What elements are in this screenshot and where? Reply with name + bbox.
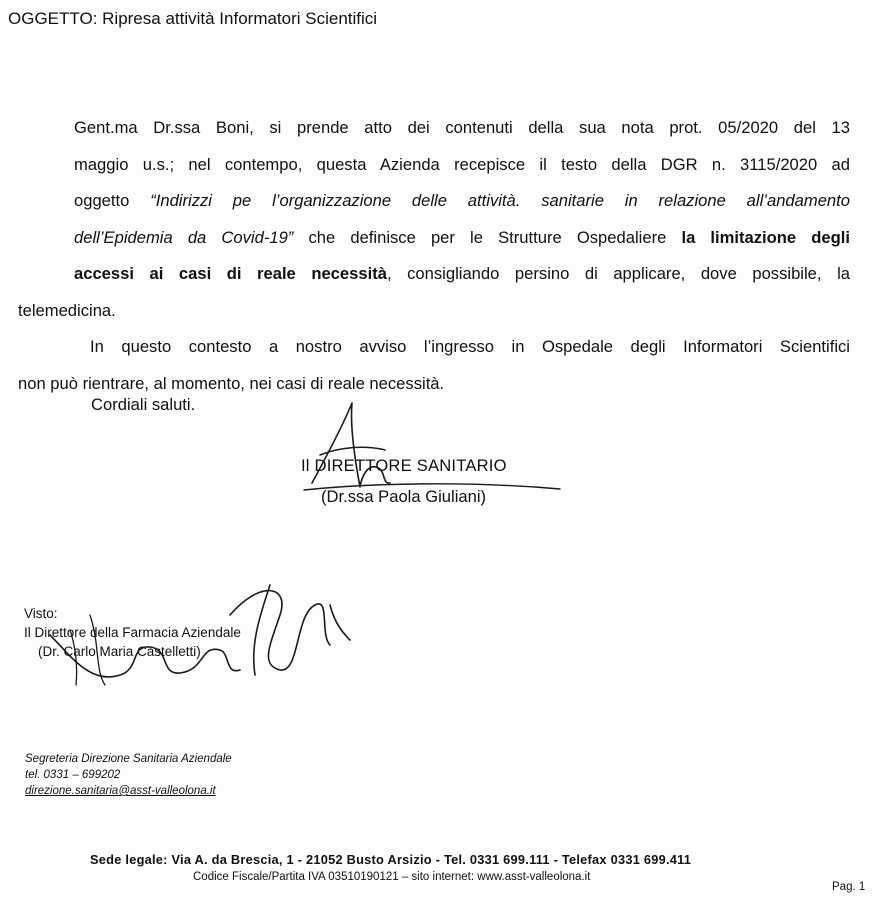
body-text: oggetto	[74, 191, 151, 210]
dgr-title-italic: “Indirizzi pe l’organizzazione delle attività. sanitarie in relazione all’andamento	[150, 191, 850, 210]
body-text: , consigliando persino di applicare, dove possibile, la	[386, 264, 850, 283]
paragraph-1	[18, 110, 850, 329]
legal-address: Sede legale: Via A. da Brescia, 1 - 21052 Busto Arsizio - Tel. 0331 699.111 - Telefax 0331 699.411	[90, 852, 692, 867]
visto-block	[24, 604, 241, 661]
body-line: maggio u.s.; nel contempo, questa Azienda recepisce il testo della DGR n. 3115/2020 ad	[74, 154, 850, 174]
body-line	[18, 183, 850, 220]
closing-greeting: Cordiali saluti.	[91, 395, 196, 414]
dgr-title-italic-end: dell’Epidemia da Covid-19”	[74, 227, 294, 247]
secretariat-block	[25, 751, 232, 799]
body-line: non può rientrare, al momento, nei casi di reale necessità.	[18, 373, 445, 393]
visto-role: Il Direttore della Farmacia Aziendale	[24, 625, 241, 640]
body-line: In questo contesto a nostro avviso l’ingresso in Ospedale degli Informatori Scientifici	[90, 337, 850, 356]
visto-label: Visto:	[24, 606, 58, 621]
body-line	[18, 220, 850, 257]
tax-info: Codice Fiscale/Partita IVA 03510190121 – sito internet: www.asst-valleolona.it	[193, 871, 591, 883]
body-line: Gent.ma Dr.ssa Boni, si prende atto dei contenuti della sua nota prot. 05/2020 del 13	[74, 118, 850, 137]
body-text: che definisce per le Strutture Ospedaliere	[293, 227, 682, 247]
page-number: Pag. 1	[832, 881, 866, 893]
paragraph-2	[18, 329, 850, 402]
subject-line: OGGETTO: Ripresa attività Informatori Scientifici	[8, 9, 378, 28]
bold-emphasis: la limitazione degli	[681, 227, 851, 247]
secretariat-email-link[interactable]: direzione.sanitaria@asst-valleolona.it	[25, 785, 216, 797]
body-line	[18, 256, 850, 293]
bold-emphasis: accessi ai casi di reale necessità	[74, 264, 387, 283]
signatory-name: (Dr.ssa Paola Giuliani)	[321, 487, 487, 506]
visto-name: (Dr. Carlo Maria Castelletti)	[38, 644, 201, 659]
signatory-title: Il DIRETTORE SANITARIO	[301, 456, 507, 475]
secretariat-name: Segreteria Direzione Sanitaria Aziendale	[25, 753, 232, 765]
body-line: telemedicina.	[18, 300, 116, 320]
letter-body	[18, 110, 850, 402]
secretariat-phone: tel. 0331 – 699202	[25, 769, 121, 781]
